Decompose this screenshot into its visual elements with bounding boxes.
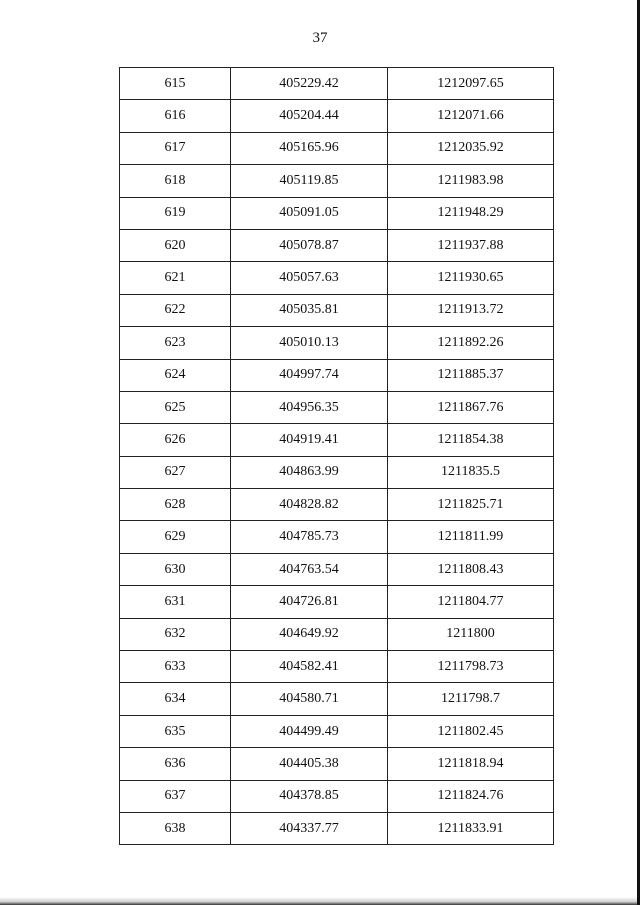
x-coordinate-cell: 404785.73 bbox=[231, 521, 388, 553]
x-coordinate-cell: 404828.82 bbox=[231, 489, 388, 521]
x-coordinate-cell: 405057.63 bbox=[231, 262, 388, 294]
table-row bbox=[120, 262, 554, 294]
x-coordinate-cell: 405091.05 bbox=[231, 197, 388, 229]
y-coordinate-cell: 1211802.45 bbox=[388, 715, 554, 747]
x-coordinate-cell: 405119.85 bbox=[231, 165, 388, 197]
y-coordinate-cell: 1211833.91 bbox=[388, 812, 554, 844]
table-row bbox=[120, 327, 554, 359]
x-coordinate-cell: 404378.85 bbox=[231, 780, 388, 812]
x-coordinate-cell: 404499.49 bbox=[231, 715, 388, 747]
y-coordinate-cell: 1211937.88 bbox=[388, 229, 554, 261]
point-number-cell: 624 bbox=[120, 359, 231, 391]
point-number-cell: 635 bbox=[120, 715, 231, 747]
table-row bbox=[120, 812, 554, 844]
x-coordinate-cell: 404582.41 bbox=[231, 651, 388, 683]
y-coordinate-cell: 1211825.71 bbox=[388, 489, 554, 521]
table-row bbox=[120, 229, 554, 261]
point-number-cell: 620 bbox=[120, 229, 231, 261]
y-coordinate-cell: 1212071.66 bbox=[388, 100, 554, 132]
x-coordinate-cell: 405229.42 bbox=[231, 68, 388, 100]
scan-bottom-edge bbox=[0, 897, 640, 905]
y-coordinate-cell: 1211948.29 bbox=[388, 197, 554, 229]
point-number-cell: 621 bbox=[120, 262, 231, 294]
coordinates-table-body bbox=[120, 68, 554, 845]
point-number-cell: 632 bbox=[120, 618, 231, 650]
table-row bbox=[120, 197, 554, 229]
point-number-cell: 631 bbox=[120, 586, 231, 618]
y-coordinate-cell: 1211983.98 bbox=[388, 165, 554, 197]
point-number-cell: 619 bbox=[120, 197, 231, 229]
point-number-cell: 617 bbox=[120, 132, 231, 164]
coordinates-table bbox=[119, 67, 554, 845]
x-coordinate-cell: 405165.96 bbox=[231, 132, 388, 164]
y-coordinate-cell: 1211798.7 bbox=[388, 683, 554, 715]
point-number-cell: 616 bbox=[120, 100, 231, 132]
y-coordinate-cell: 1211930.65 bbox=[388, 262, 554, 294]
y-coordinate-cell: 1211892.26 bbox=[388, 327, 554, 359]
table-row bbox=[120, 553, 554, 585]
x-coordinate-cell: 404919.41 bbox=[231, 424, 388, 456]
x-coordinate-cell: 404956.35 bbox=[231, 391, 388, 423]
y-coordinate-cell: 1212097.65 bbox=[388, 68, 554, 100]
x-coordinate-cell: 404649.92 bbox=[231, 618, 388, 650]
table-row bbox=[120, 132, 554, 164]
y-coordinate-cell: 1212035.92 bbox=[388, 132, 554, 164]
page-number: 37 bbox=[312, 30, 328, 46]
table-row bbox=[120, 715, 554, 747]
point-number-cell: 623 bbox=[120, 327, 231, 359]
point-number-cell: 630 bbox=[120, 553, 231, 585]
table-row bbox=[120, 748, 554, 780]
table-row bbox=[120, 618, 554, 650]
y-coordinate-cell: 1211800 bbox=[388, 618, 554, 650]
table-row bbox=[120, 521, 554, 553]
x-coordinate-cell: 404863.99 bbox=[231, 456, 388, 488]
table-row bbox=[120, 456, 554, 488]
y-coordinate-cell: 1211808.43 bbox=[388, 553, 554, 585]
x-coordinate-cell: 405035.81 bbox=[231, 294, 388, 326]
point-number-cell: 638 bbox=[120, 812, 231, 844]
x-coordinate-cell: 404405.38 bbox=[231, 748, 388, 780]
point-number-cell: 615 bbox=[120, 68, 231, 100]
table-row bbox=[120, 359, 554, 391]
point-number-cell: 629 bbox=[120, 521, 231, 553]
point-number-cell: 627 bbox=[120, 456, 231, 488]
table-row bbox=[120, 68, 554, 100]
table-row bbox=[120, 683, 554, 715]
table-row bbox=[120, 424, 554, 456]
y-coordinate-cell: 1211885.37 bbox=[388, 359, 554, 391]
y-coordinate-cell: 1211835.5 bbox=[388, 456, 554, 488]
point-number-cell: 628 bbox=[120, 489, 231, 521]
y-coordinate-cell: 1211818.94 bbox=[388, 748, 554, 780]
point-number-cell: 634 bbox=[120, 683, 231, 715]
x-coordinate-cell: 405010.13 bbox=[231, 327, 388, 359]
point-number-cell: 625 bbox=[120, 391, 231, 423]
x-coordinate-cell: 404997.74 bbox=[231, 359, 388, 391]
y-coordinate-cell: 1211798.73 bbox=[388, 651, 554, 683]
x-coordinate-cell: 405078.87 bbox=[231, 229, 388, 261]
x-coordinate-cell: 404763.54 bbox=[231, 553, 388, 585]
x-coordinate-cell: 405204.44 bbox=[231, 100, 388, 132]
point-number-cell: 622 bbox=[120, 294, 231, 326]
table-row bbox=[120, 489, 554, 521]
table-row bbox=[120, 586, 554, 618]
point-number-cell: 626 bbox=[120, 424, 231, 456]
y-coordinate-cell: 1211811.99 bbox=[388, 521, 554, 553]
y-coordinate-cell: 1211804.77 bbox=[388, 586, 554, 618]
table-row bbox=[120, 651, 554, 683]
point-number-cell: 637 bbox=[120, 780, 231, 812]
table-row bbox=[120, 165, 554, 197]
point-number-cell: 636 bbox=[120, 748, 231, 780]
table-row bbox=[120, 780, 554, 812]
table-row bbox=[120, 391, 554, 423]
x-coordinate-cell: 404580.71 bbox=[231, 683, 388, 715]
point-number-cell: 618 bbox=[120, 165, 231, 197]
y-coordinate-cell: 1211824.76 bbox=[388, 780, 554, 812]
y-coordinate-cell: 1211913.72 bbox=[388, 294, 554, 326]
x-coordinate-cell: 404726.81 bbox=[231, 586, 388, 618]
table-row bbox=[120, 100, 554, 132]
x-coordinate-cell: 404337.77 bbox=[231, 812, 388, 844]
y-coordinate-cell: 1211854.38 bbox=[388, 424, 554, 456]
point-number-cell: 633 bbox=[120, 651, 231, 683]
y-coordinate-cell: 1211867.76 bbox=[388, 391, 554, 423]
table-row bbox=[120, 294, 554, 326]
